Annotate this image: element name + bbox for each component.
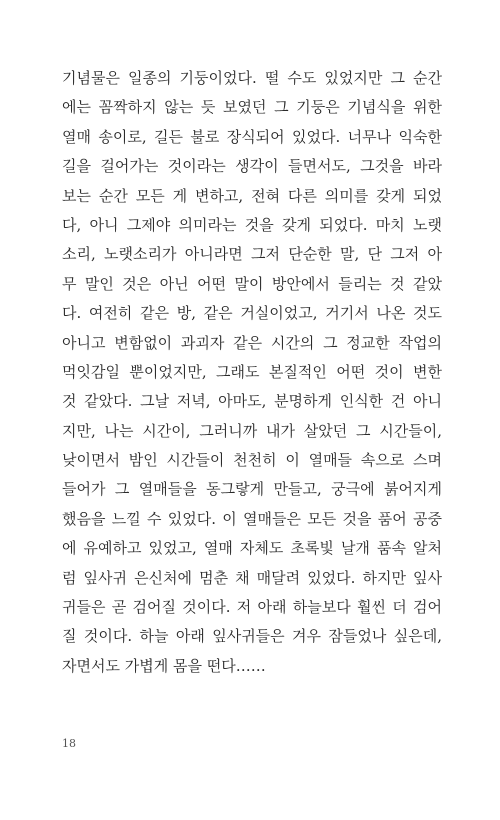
page-number: 18 xyxy=(62,737,76,750)
text-line: 무 말인 것은 아닌 어떤 말이 방안에서 들리는 것 같았 xyxy=(62,274,442,293)
text-line: 럼 잎사귀 은신처에 멈춘 채 매달려 있었다. 하지만 잎사 xyxy=(62,568,442,587)
text-line: 낮이면서 밤인 시간들이 천천히 이 열매들 속으로 스며 xyxy=(62,451,442,470)
text-line: 다, 아니 그제야 의미라는 것을 갖게 되었다. 마치 노랫 xyxy=(62,215,442,234)
text-line: 지만, 나는 시간이, 그러니까 내가 살았던 그 시간들이, xyxy=(62,421,442,440)
text-line: 질 것이다. 하늘 아래 잎사귀들은 겨우 잠들었나 싶은데, xyxy=(62,627,442,646)
text-line: 귀들은 곧 검어질 것이다. 저 아래 하늘보다 훨씬 더 검어 xyxy=(62,598,442,617)
text-line: 아니고 변함없이 과괴자 같은 시간의 그 정교한 작업의 xyxy=(62,333,442,352)
text-line: 먹잇감일 뿐이었지만, 그래도 본질적인 어떤 것이 변한 xyxy=(62,362,442,381)
text-line: 길을 걸어가는 것이라는 생각이 들면서도, 그것을 바라 xyxy=(62,157,442,176)
text-line: 열매 송이로, 길든 불로 장식되어 있었다. 너무나 익숙한 xyxy=(62,127,442,146)
text-line: 보는 순간 모든 게 변하고, 전혀 다른 의미를 갖게 되었 xyxy=(62,186,442,205)
text-line: 들어가 그 열매들을 동그랗게 만들고, 궁극에 붉어지게 xyxy=(62,480,442,499)
text-line: 다. 여전히 같은 방, 같은 거실이었고, 거기서 나온 것도 xyxy=(62,304,442,323)
text-line: 에는 꼼짝하지 않는 듯 보였던 그 기둥은 기념식을 위한 xyxy=(62,98,442,117)
text-line: 소리, 노랫소리가 아니라면 그저 단순한 말, 단 그저 아 xyxy=(62,245,442,264)
text-line: 것 같았다. 그날 저녁, 아마도, 분명하게 인식한 건 아니 xyxy=(62,392,442,411)
text-line: 자면서도 가볍게 몸을 떤다…… xyxy=(62,656,266,675)
text-line: 에 유예하고 있었고, 열매 자체도 초록빛 날개 품속 알처 xyxy=(62,539,442,558)
text-line: 기념물은 일종의 기둥이었다. 떨 수도 있었지만 그 순간 xyxy=(62,69,442,87)
text-line: 했음을 느낄 수 있었다. 이 열매들은 모든 것을 품어 공중 xyxy=(62,509,442,528)
body-paragraph xyxy=(62,64,442,681)
